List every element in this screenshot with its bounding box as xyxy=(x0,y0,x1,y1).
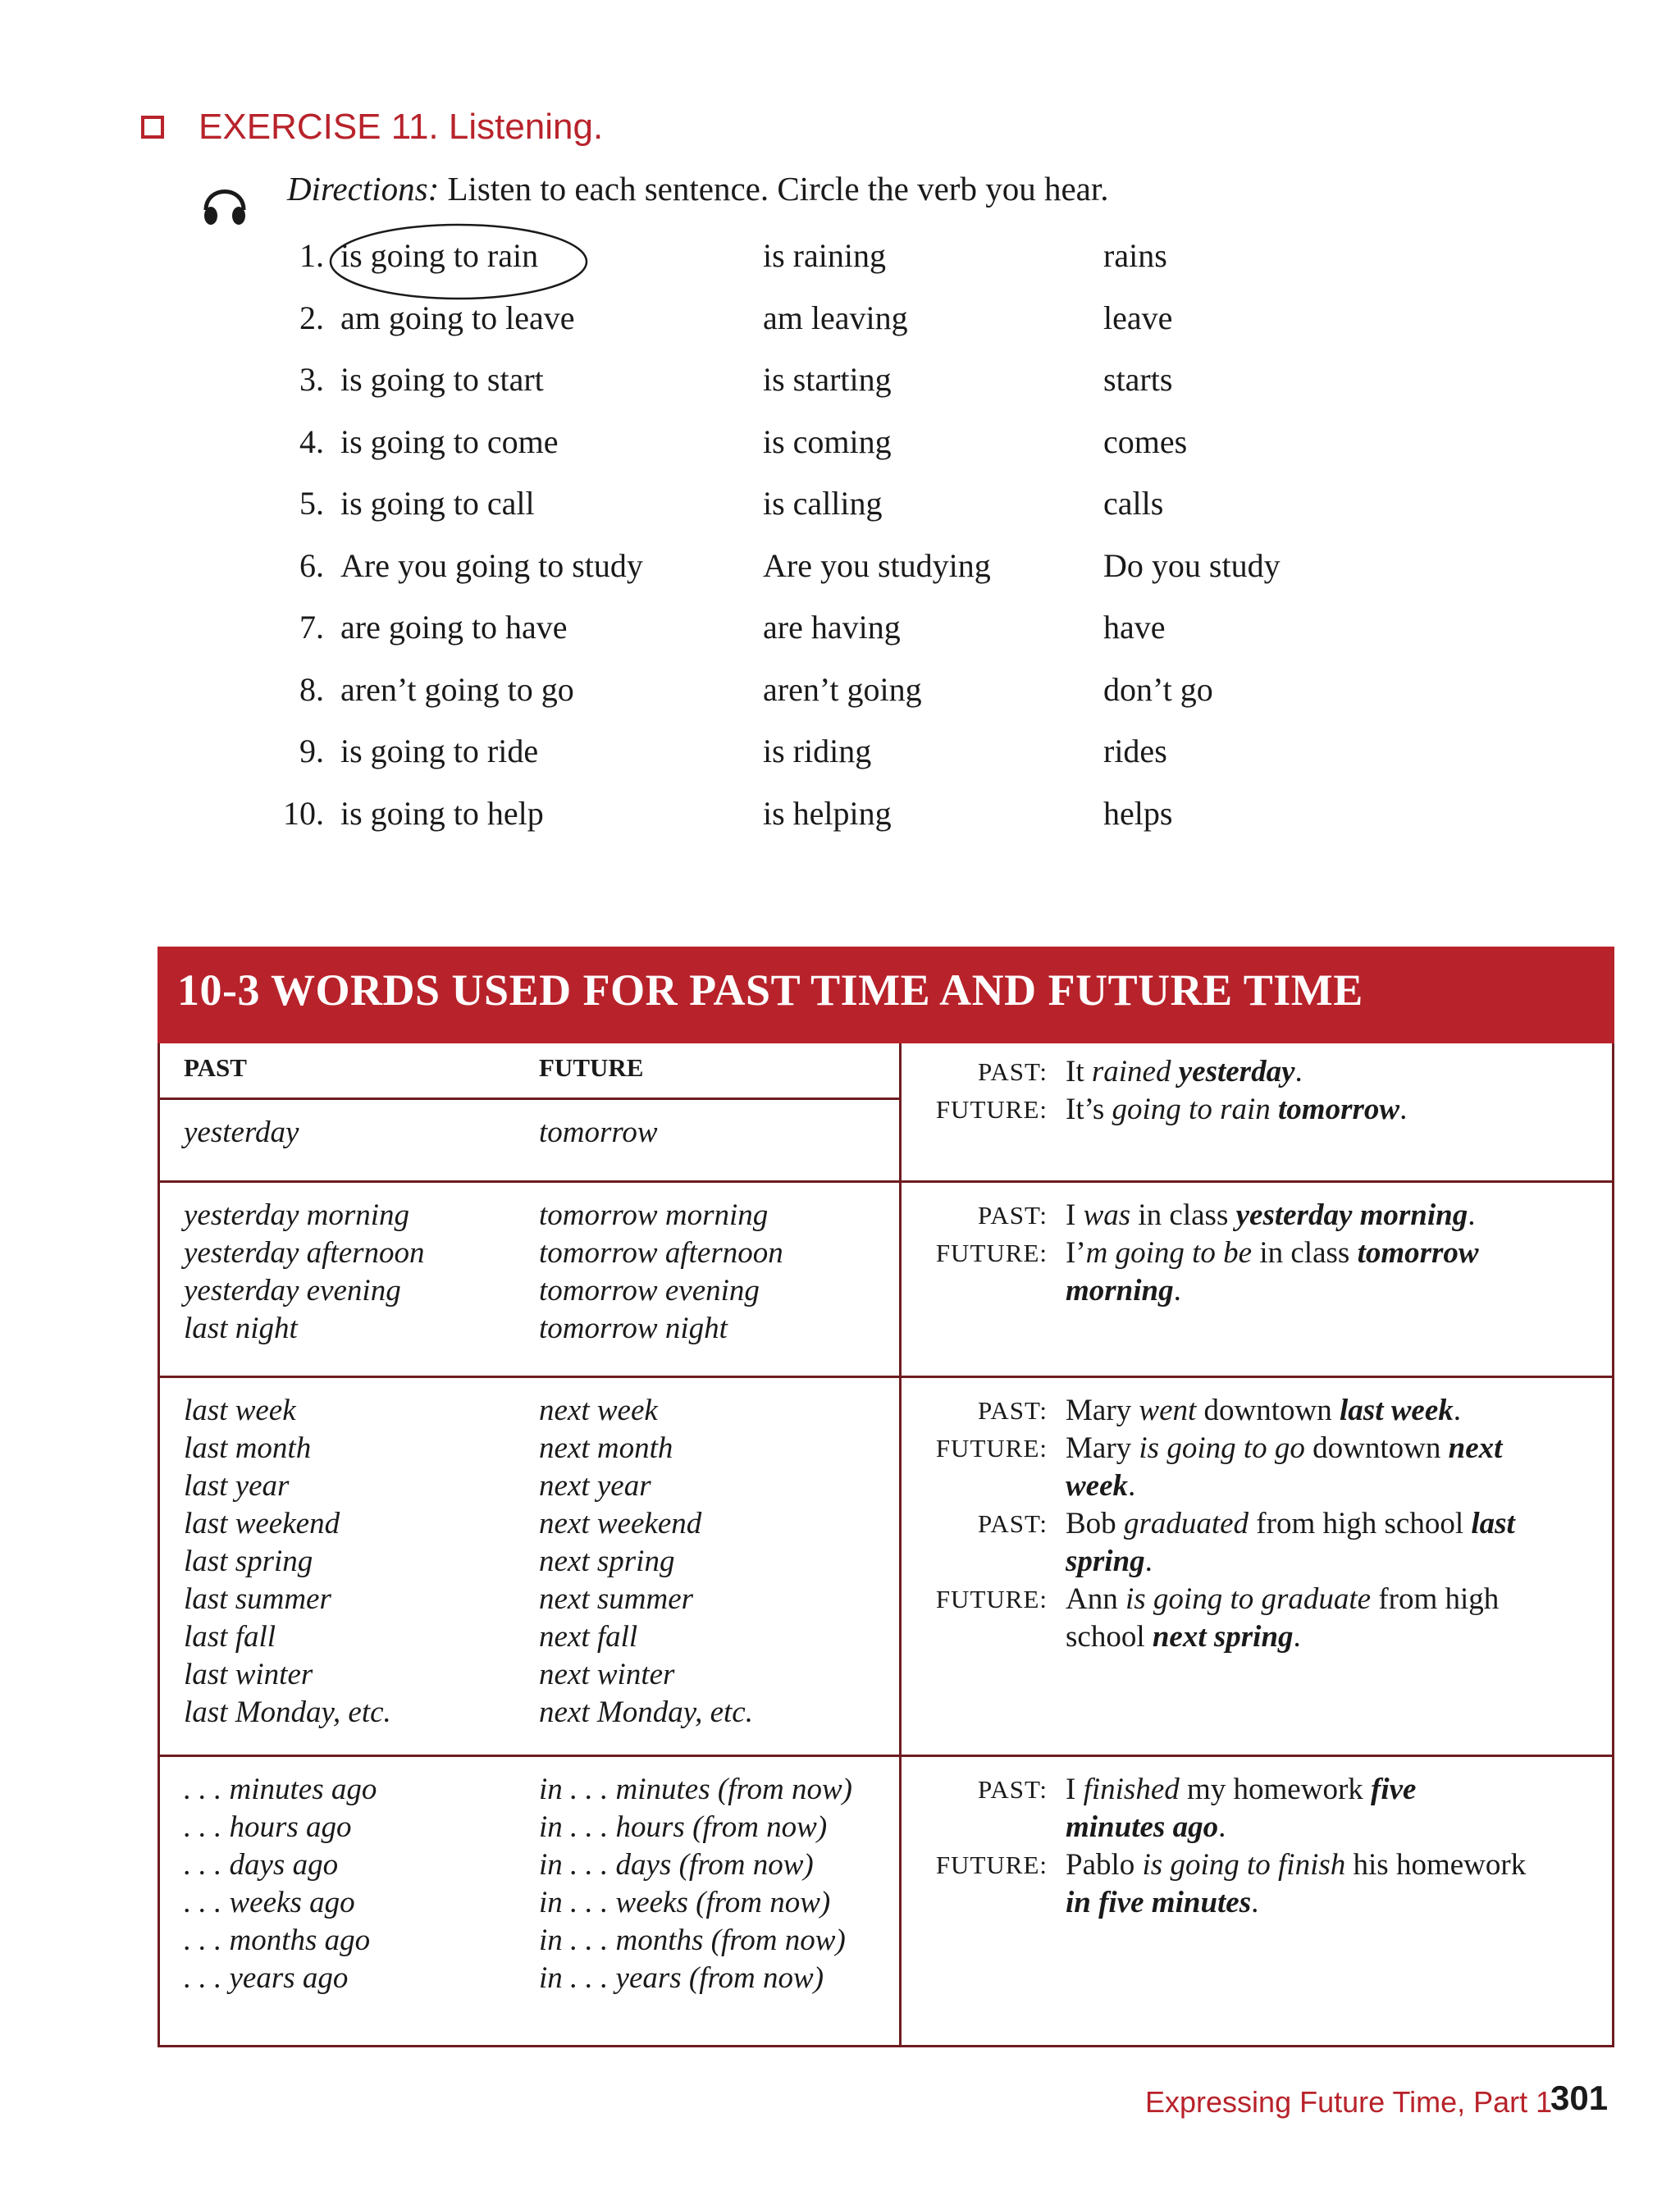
choice-going-to: is going to ride xyxy=(340,732,539,769)
choice-present-progressive: am leaving xyxy=(763,299,908,336)
past-time-word: last winter xyxy=(184,1658,313,1691)
future-time-word: in . . . weeks (from now) xyxy=(539,1886,831,1919)
row-divider xyxy=(158,1180,1614,1183)
directions-text: Listen to each sentence. Circle the verb you hear. xyxy=(447,170,1109,208)
past-time-word: last weekend xyxy=(184,1507,340,1540)
choice-going-to: am going to leave xyxy=(340,299,575,336)
example-sentence: week. xyxy=(1066,1469,1136,1503)
past-time-word: . . . years ago xyxy=(184,1961,349,1995)
example-label: PAST: xyxy=(977,1201,1048,1230)
item-number: 6. xyxy=(299,546,324,584)
past-time-word: . . . days ago xyxy=(184,1848,339,1882)
past-time-word: . . . months ago xyxy=(184,1924,371,1957)
item-number: 3. xyxy=(299,361,324,398)
example-sentence: I was in class yesterday morning. xyxy=(1066,1198,1476,1232)
past-time-word: last fall xyxy=(184,1620,276,1654)
example-label: FUTURE: xyxy=(935,1851,1048,1879)
example-sentence: Ann is going to graduate from high xyxy=(1066,1582,1500,1616)
example-sentence: It rained yesterday. xyxy=(1066,1055,1303,1088)
example-sentence: Pablo is going to finish his homework xyxy=(1066,1848,1527,1882)
example-sentence: I’m going to be in class tomorrow xyxy=(1066,1236,1479,1270)
future-time-word: in . . . months (from now) xyxy=(539,1924,846,1957)
chart-title: 10-3 WORDS USED FOR PAST TIME AND FUTURE TIME xyxy=(177,965,1363,1015)
grammar-chart xyxy=(158,947,1614,2047)
choice-going-to: is going to start xyxy=(340,361,544,398)
item-number: 2. xyxy=(299,299,324,336)
header-divider xyxy=(158,1098,899,1100)
example-label: FUTURE: xyxy=(935,1585,1048,1613)
example-label: FUTURE: xyxy=(935,1239,1048,1267)
choice-present-progressive: is riding xyxy=(763,732,872,769)
choice-simple-present: don’t go xyxy=(1103,670,1213,708)
choice-simple-present: have xyxy=(1103,609,1166,646)
future-time-word: tomorrow xyxy=(539,1116,658,1149)
choice-simple-present: rides xyxy=(1103,732,1167,769)
item-number: 7. xyxy=(299,609,324,646)
future-time-word: tomorrow afternoon xyxy=(539,1236,783,1270)
example-label: PAST: xyxy=(977,1396,1048,1425)
past-time-word: last week xyxy=(184,1394,296,1427)
example-sentence: in five minutes. xyxy=(1066,1886,1259,1919)
future-time-word: in . . . days (from now) xyxy=(539,1848,814,1882)
future-time-word: tomorrow evening xyxy=(539,1274,760,1307)
choice-present-progressive: are having xyxy=(763,609,901,646)
past-time-word: last year xyxy=(184,1469,290,1503)
example-sentence: I finished my homework five xyxy=(1066,1773,1417,1806)
choice-going-to: is going to help xyxy=(340,794,544,832)
choice-simple-present: Do you study xyxy=(1103,546,1281,584)
future-time-word: next month xyxy=(539,1431,673,1465)
example-label: PAST: xyxy=(977,1509,1048,1538)
past-time-word: last night xyxy=(184,1312,298,1345)
example-sentence: Mary is going to go downtown next xyxy=(1066,1431,1503,1465)
item-number: 5. xyxy=(299,485,324,522)
example-sentence: school next spring. xyxy=(1066,1620,1301,1654)
answer-circle xyxy=(328,221,589,302)
future-time-word: next winter xyxy=(539,1658,675,1691)
chart-border xyxy=(158,1043,1614,2047)
example-label: FUTURE: xyxy=(935,1434,1048,1463)
past-time-word: yesterday xyxy=(184,1116,299,1149)
choice-present-progressive: is calling xyxy=(763,485,883,522)
past-time-word: last month xyxy=(184,1431,312,1465)
past-time-word: yesterday evening xyxy=(184,1274,401,1307)
future-time-word: next year xyxy=(539,1469,651,1503)
choice-going-to: aren’t going to go xyxy=(340,670,574,708)
exercise-title: EXERCISE 11. Listening. xyxy=(199,107,604,147)
future-time-word: next week xyxy=(539,1394,658,1427)
example-sentence: It’s going to rain tomorrow. xyxy=(1066,1093,1408,1126)
choice-going-to: is going to rain xyxy=(340,237,539,274)
future-time-word: next summer xyxy=(539,1582,694,1616)
choice-simple-present: calls xyxy=(1103,485,1164,522)
example-sentence: morning. xyxy=(1066,1274,1181,1307)
column-header-past: PAST xyxy=(184,1053,247,1082)
choice-present-progressive: aren’t going xyxy=(763,670,922,708)
choice-present-progressive: is raining xyxy=(763,237,886,274)
past-time-word: . . . hours ago xyxy=(184,1810,352,1844)
future-time-word: next Monday, etc. xyxy=(539,1695,753,1729)
choice-present-progressive: Are you studying xyxy=(763,546,991,584)
column-divider xyxy=(899,1043,902,2047)
chart-title-bar xyxy=(158,947,1614,1043)
choice-simple-present: comes xyxy=(1103,422,1188,460)
directions xyxy=(287,169,1109,208)
future-time-word: in . . . years (from now) xyxy=(539,1961,824,1995)
item-number: 8. xyxy=(299,670,324,708)
future-time-word: in . . . minutes (from now) xyxy=(539,1773,852,1806)
exercise-checkbox-icon xyxy=(141,116,164,139)
choice-simple-present: starts xyxy=(1103,361,1173,398)
future-time-word: next weekend xyxy=(539,1507,702,1540)
item-number: 1. xyxy=(299,237,324,274)
past-time-word: last summer xyxy=(184,1582,331,1616)
footer-chapter-title: Expressing Future Time, Part 1 xyxy=(1145,2085,1553,2119)
example-sentence: Bob graduated from high school last xyxy=(1066,1507,1515,1540)
choice-going-to: are going to have xyxy=(340,609,568,646)
past-time-word: last spring xyxy=(184,1545,313,1578)
example-sentence: minutes ago. xyxy=(1066,1810,1226,1844)
page-number: 301 xyxy=(1550,2079,1609,2117)
headphones-icon xyxy=(201,177,249,228)
future-time-word: in . . . hours (from now) xyxy=(539,1810,828,1844)
future-time-word: tomorrow morning xyxy=(539,1198,769,1232)
directions-label: Directions: xyxy=(287,170,440,208)
choice-going-to: is going to call xyxy=(340,485,535,522)
row-divider xyxy=(158,1755,1614,1757)
choice-simple-present: leave xyxy=(1103,299,1173,336)
column-header-future: FUTURE xyxy=(539,1053,644,1082)
example-label: FUTURE: xyxy=(935,1095,1048,1124)
choice-present-progressive: is starting xyxy=(763,361,892,398)
item-number: 10. xyxy=(283,794,324,832)
choice-simple-present: helps xyxy=(1103,794,1173,832)
choice-going-to: is going to come xyxy=(340,422,559,460)
example-sentence: Mary went downtown last week. xyxy=(1066,1394,1462,1427)
choice-going-to: Are you going to study xyxy=(340,546,643,584)
choice-simple-present: rains xyxy=(1103,237,1167,274)
item-number: 9. xyxy=(299,732,324,769)
item-number: 4. xyxy=(299,422,324,460)
example-label: PAST: xyxy=(977,1775,1048,1804)
future-time-word: next fall xyxy=(539,1620,638,1654)
row-divider xyxy=(158,1376,1614,1378)
choice-present-progressive: is helping xyxy=(763,794,892,832)
past-time-word: . . . minutes ago xyxy=(184,1773,377,1806)
past-time-word: yesterday afternoon xyxy=(184,1236,425,1270)
choice-present-progressive: is coming xyxy=(763,422,892,460)
past-time-word: yesterday morning xyxy=(184,1198,410,1232)
future-time-word: next spring xyxy=(539,1545,675,1578)
example-sentence: spring. xyxy=(1066,1545,1153,1578)
past-time-word: . . . weeks ago xyxy=(184,1886,355,1919)
example-label: PAST: xyxy=(977,1057,1048,1086)
past-time-word: last Monday, etc. xyxy=(184,1695,391,1729)
future-time-word: tomorrow night xyxy=(539,1312,728,1345)
